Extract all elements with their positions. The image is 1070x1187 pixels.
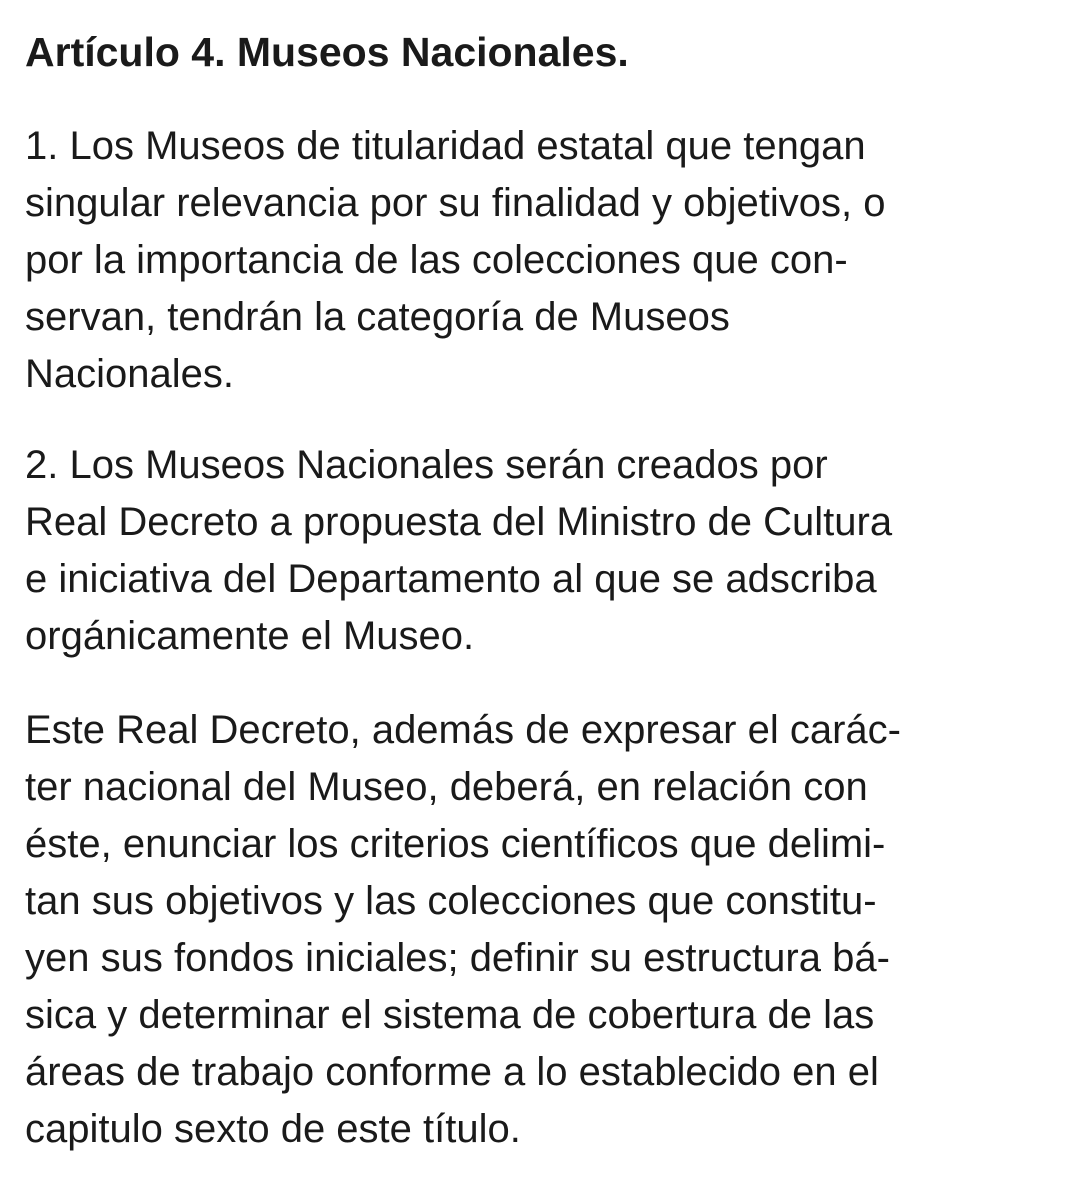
paragraph-2	[25, 437, 892, 665]
article-heading: Artículo 4. Museos Nacionales.	[25, 29, 629, 75]
paragraph-line: Este Real Decreto, además de expresar el carác-	[25, 708, 901, 752]
paragraph-line: Real Decreto a propuesta del Ministro de Cultura	[25, 500, 893, 544]
paragraph-line: yen sus fondos iniciales; definir su estructura bá-	[25, 936, 890, 980]
paragraph-line: tan sus objetivos y las colecciones que constitu-	[25, 879, 877, 923]
paragraph-line: por la importancia de las colecciones que con-	[25, 238, 848, 282]
paragraph-1	[25, 118, 886, 403]
paragraph-line: e iniciativa del Departamento al que se adscriba	[25, 557, 877, 601]
paragraph-line: sica y determinar el sistema de cobertura de las	[25, 993, 875, 1037]
paragraph-line: áreas de trabajo conforme a lo establecido en el	[25, 1050, 879, 1094]
paragraph-line: servan, tendrán la categoría de Museos	[25, 295, 730, 339]
paragraph-line: 2. Los Museos Nacionales serán creados por	[25, 443, 828, 487]
paragraph-line: capitulo sexto de este título.	[25, 1107, 521, 1151]
paragraph-line: singular relevancia por su finalidad y objetivos, o	[25, 181, 886, 225]
paragraph-line: orgánicamente el Museo.	[25, 614, 475, 658]
paragraph-line: ter nacional del Museo, deberá, en relación con	[25, 765, 868, 809]
paragraph-line: éste, enunciar los criterios científicos que delimi-	[25, 822, 886, 866]
paragraph-3	[25, 702, 901, 1158]
paragraph-line: 1. Los Museos de titularidad estatal que tengan	[25, 124, 866, 168]
paragraph-line: Nacionales.	[25, 352, 235, 396]
